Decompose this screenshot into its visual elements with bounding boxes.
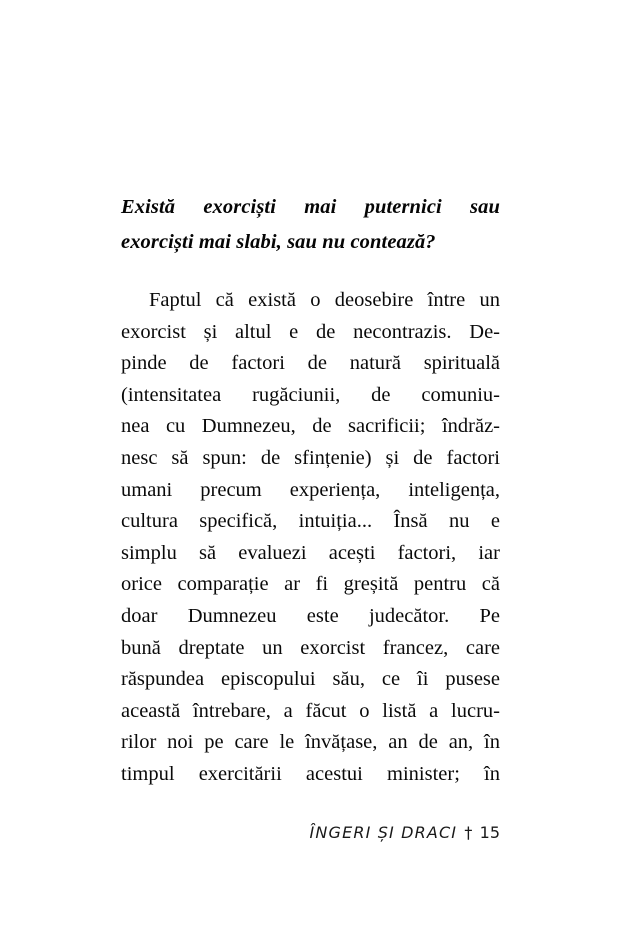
paragraph-line: (intensitatea rugăciunii, de comuniu- — [121, 383, 500, 406]
paragraph-line: simplu să evaluezi acești factori, iar — [121, 541, 500, 564]
page-text-block — [121, 190, 500, 791]
paragraph-line: Faptul că există o deosebire între un — [149, 289, 500, 311]
paragraph-line: pinde de factori de natură spirituală — [121, 352, 500, 375]
paragraph-line: răspundea episcopului său, ce îi pusese — [121, 668, 500, 691]
paragraph-line: bună dreptate un exorcist francez, care — [121, 636, 500, 659]
paragraph-line: nesc să spun: de sfințenie) și de factori — [121, 446, 500, 469]
paragraph-line: cultura specifică, intuiția... Însă nu e — [121, 510, 500, 533]
body-paragraph — [121, 260, 500, 791]
paragraph-line: această întrebare, a făcut o listă a lucru- — [121, 699, 500, 722]
section-heading — [121, 190, 500, 260]
footer-book-title: ÎNGERI ȘI DRACI — [309, 823, 458, 842]
paragraph-line: rilor noi pe care le învățase, an de an, în — [121, 731, 500, 754]
paragraph-line: orice comparație ar fi greșită pentru că — [121, 573, 500, 596]
section-heading-line: Există exorciști mai puternici sau — [121, 196, 500, 218]
paragraph-line: umani precum experiența, inteligența, — [121, 478, 500, 501]
paragraph-line: doar Dumnezeu este judecător. Pe — [121, 604, 500, 627]
paragraph-line: timpul exercitării acestui minister; în — [121, 762, 500, 785]
page-number: 15 — [479, 823, 500, 842]
paragraph-line: exorcist și altul e de necontrazis. De- — [121, 320, 500, 343]
page-footer — [121, 823, 500, 842]
paragraph-line: nea cu Dumnezeu, de sacrificii; îndrăz- — [121, 415, 500, 438]
section-heading-line: exorciști mai slabi, sau nu contează? — [121, 231, 436, 253]
dagger-icon: † — [464, 823, 473, 842]
